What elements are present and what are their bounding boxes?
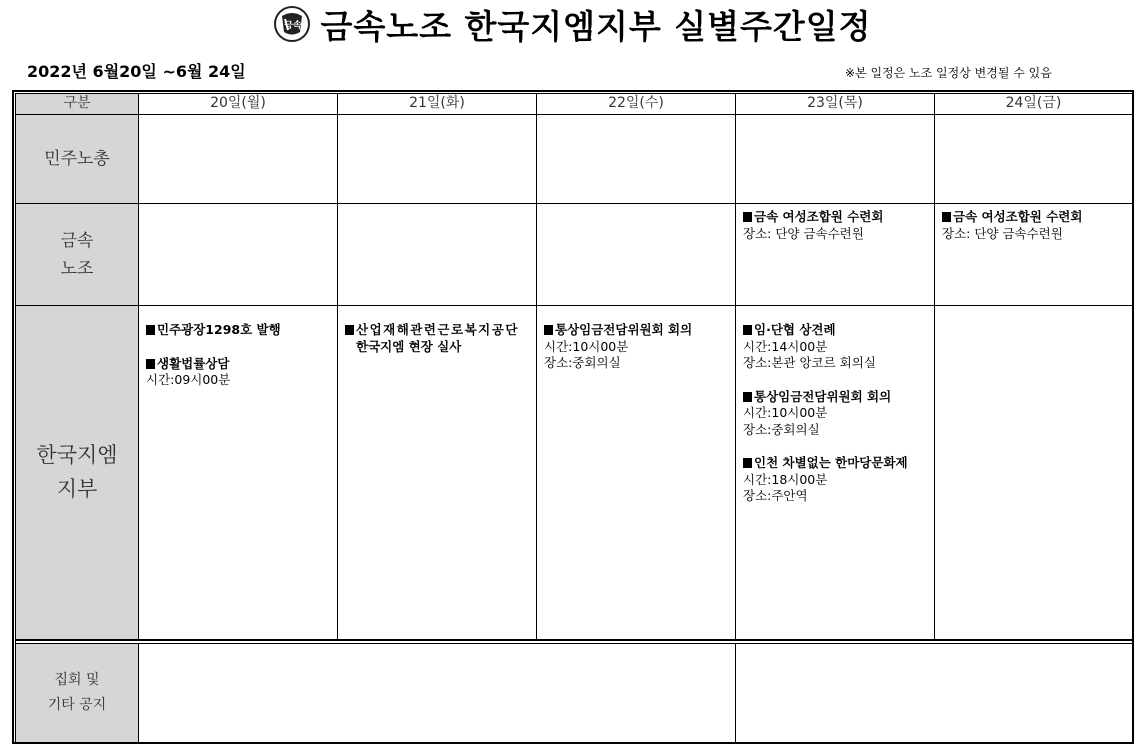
cell-gm-mon (139, 306, 338, 640)
column-header-fri: 24일(금) (935, 94, 1133, 115)
event-title: 민주광장1298호 발행 (146, 322, 330, 339)
square-bullet-icon (743, 325, 752, 335)
event-detail: 장소:중회의실 (743, 421, 820, 437)
cell-gm-fri (935, 306, 1133, 640)
event-detail: 장소:중회의실 (544, 355, 621, 370)
event-detail: 시간:10시00분 (544, 338, 629, 354)
square-bullet-icon (146, 359, 155, 369)
row-label-line: 집회 및 (54, 671, 100, 688)
cell-kctu-thu (736, 115, 935, 204)
row-gm (16, 306, 1133, 640)
row-kmwu (16, 204, 1133, 306)
event-title: 통상임금전담위원회 회의 (544, 322, 728, 339)
date-range: 2022년 6월20일 ~6월 24일 (27, 62, 246, 81)
title-bar (0, 2, 1146, 46)
square-bullet-icon (544, 325, 553, 335)
square-bullet-icon (146, 325, 155, 335)
cell-gm-thu (736, 306, 935, 640)
row-label-line: 기타 공지 (47, 696, 107, 713)
row-label-notice (16, 643, 139, 742)
square-bullet-icon (743, 458, 752, 468)
event-title: 인천 차별없는 한마당문화제 (743, 455, 927, 472)
cell-notice-right (736, 643, 1133, 742)
header-row (16, 94, 1133, 115)
square-bullet-icon (942, 212, 951, 222)
row-label-line: 노조 (60, 258, 94, 279)
column-header-tue: 21일(화) (338, 94, 537, 115)
event-detail: 한국지엠 현장 실사 (356, 338, 462, 354)
event-detail: 시간:18시00분 (743, 471, 828, 487)
cell-gm-wed (537, 306, 736, 640)
row-label-kmwu (16, 204, 139, 306)
union-logo (274, 6, 310, 42)
square-bullet-icon (743, 212, 752, 222)
row-label-gm (16, 306, 139, 640)
row-label-line: 금속 (60, 230, 94, 251)
event-detail: 시간:09시00분 (146, 372, 231, 387)
schedule-table (15, 93, 1133, 743)
event-title: 금속 여성조합원 수련회 (942, 209, 1125, 226)
row-label-line: 지부 (56, 477, 98, 502)
column-header-wed: 22일(수) (537, 94, 736, 115)
event-title: 금속 여성조합원 수련회 (743, 209, 927, 226)
event-title: 생활법률상담 (146, 356, 330, 373)
row-label-line: 민주노총 (44, 149, 110, 169)
column-header-mon: 20일(월) (139, 94, 338, 115)
cell-kmwu-wed (537, 204, 736, 306)
cell-kmwu-mon (139, 204, 338, 306)
row-notice (16, 643, 1133, 742)
event-detail: 장소:본관 앙코르 회의실 (743, 355, 876, 370)
cell-gm-tue (338, 306, 537, 640)
event-title: 통상임금전담위원회 회의 (743, 389, 927, 406)
event-title: 임·단협 상견례 (743, 322, 927, 339)
cell-kctu-tue (338, 115, 537, 204)
cell-kmwu-fri (935, 204, 1133, 306)
schedule-notice: ※본 일정은 노조 일정상 변경될 수 있음 (845, 66, 1052, 80)
logo-text: 금속 (284, 21, 303, 31)
event-title: 산업재해관련근로복지공단 (345, 322, 529, 339)
cell-kmwu-thu (736, 204, 935, 306)
event-detail: 장소: 단양 금속수련원 (743, 225, 864, 241)
cell-kctu-fri (935, 115, 1133, 204)
column-header-category: 구분 (16, 94, 139, 115)
cell-kctu-wed (537, 115, 736, 204)
event-detail: 시간:14시00분 (743, 338, 828, 354)
page-title: 금속노조 한국지엠지부 실별주간일정 (320, 6, 872, 46)
cell-kmwu-tue (338, 204, 537, 306)
event-detail: 시간:10시00분 (743, 405, 828, 420)
event-detail: 장소: 단양 금속수련원 (942, 225, 1063, 241)
row-label-kctu (16, 115, 139, 204)
column-header-thu: 23일(목) (736, 94, 935, 115)
row-kctu (16, 115, 1133, 204)
row-label-line: 한국지엠 (36, 443, 118, 468)
square-bullet-icon (345, 325, 354, 335)
cell-notice-left (139, 643, 736, 742)
square-bullet-icon (743, 392, 752, 402)
cell-kctu-mon (139, 115, 338, 204)
event-detail: 장소:주안역 (743, 488, 808, 503)
